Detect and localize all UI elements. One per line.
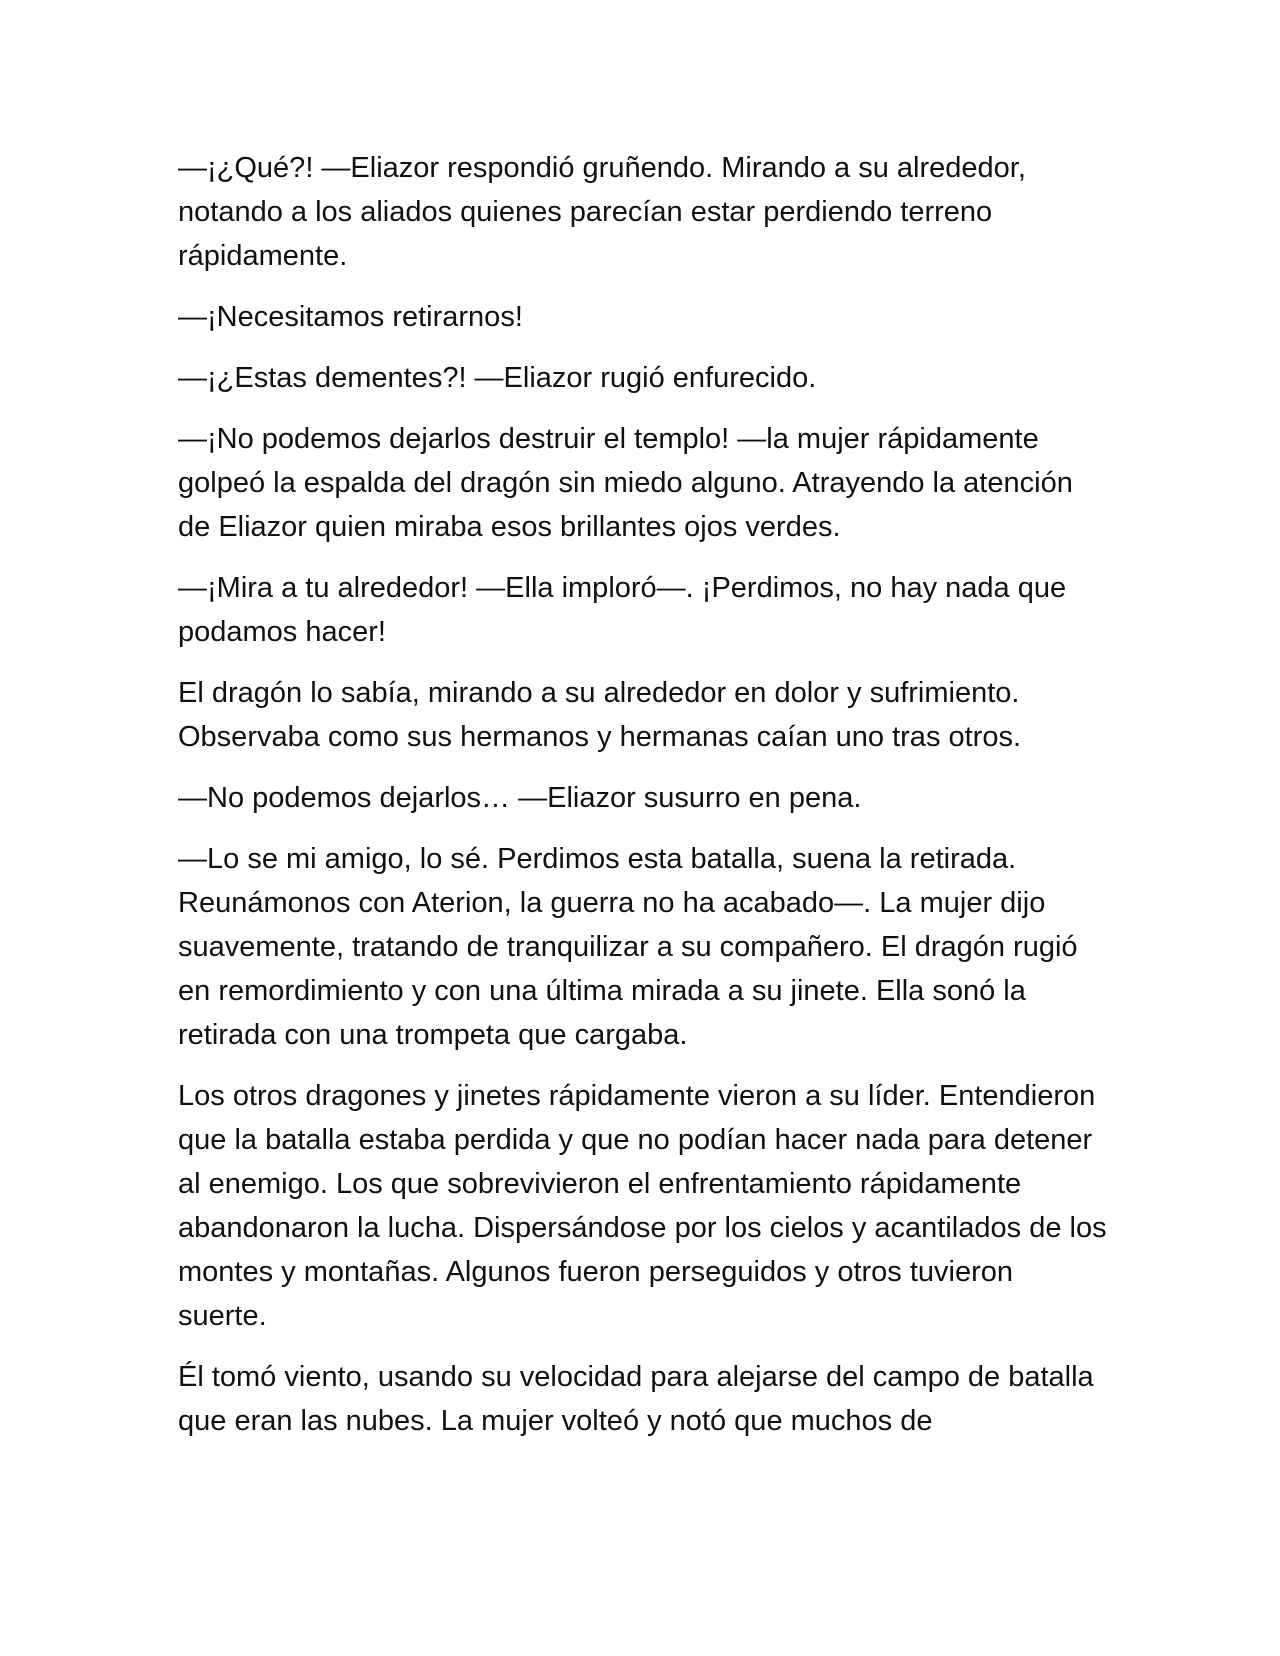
paragraph: —¡Mira a tu alrededor! —Ella imploró—. ¡Perdimos, no hay nada que podamos hacer! [178, 572, 1067, 648]
paragraph: Los otros dragones y jinetes rápidamente vieron a su líder. Entendieron que la batalla estaba perdida y que no podían hacer nada para detener al enemigo. Los que sobrevivieron el enfrentamiento rápidamente abandonaron la lucha. Dispersándose por los cielos y acantilados de los montes y montañas. Algunos fueron perseguidos y otros tuvieron suerte. [178, 1080, 1107, 1332]
paragraph: El dragón lo sabía, mirando a su alrededor en dolor y sufrimiento. Observaba como sus hermanos y hermanas caían uno tras otros. [178, 677, 1022, 753]
paragraph: —No podemos dejarlos… —Eliazor susurro en pena. [178, 782, 862, 814]
paragraph: —¡¿Estas dementes?! —Eliazor rugió enfurecido. [178, 362, 817, 394]
paragraph: Él tomó viento, usando su velocidad para alejarse del campo de batalla que eran las nubes. La mujer volteó y notó que muchos de [178, 1361, 1094, 1437]
document-body [178, 146, 1108, 1460]
paragraph: —¡Necesitamos retirarnos! [178, 301, 523, 333]
paragraph: —¡No podemos dejarlos destruir el templo! —la mujer rápidamente golpeó la espalda del dragón sin miedo alguno. Atrayendo la atención de Eliazor quien miraba esos brillantes ojos verdes. [178, 423, 1073, 543]
paragraph: —¡¿Qué?! —Eliazor respondió gruñendo. Mirando a su alrededor, notando a los aliados quienes parecían estar perdiendo terreno rápidamente. [178, 152, 1026, 272]
paragraph: —Lo se mi amigo, lo sé. Perdimos esta batalla, suena la retirada. Reunámonos con Aterion, la guerra no ha acabado—. La mujer dijo suavemente, tratando de tranquilizar a su compañero. El dragón rugió en remordimiento y con una última mirada a su jinete. Ella sonó la retirada con una trompeta que cargaba. [178, 843, 1078, 1051]
